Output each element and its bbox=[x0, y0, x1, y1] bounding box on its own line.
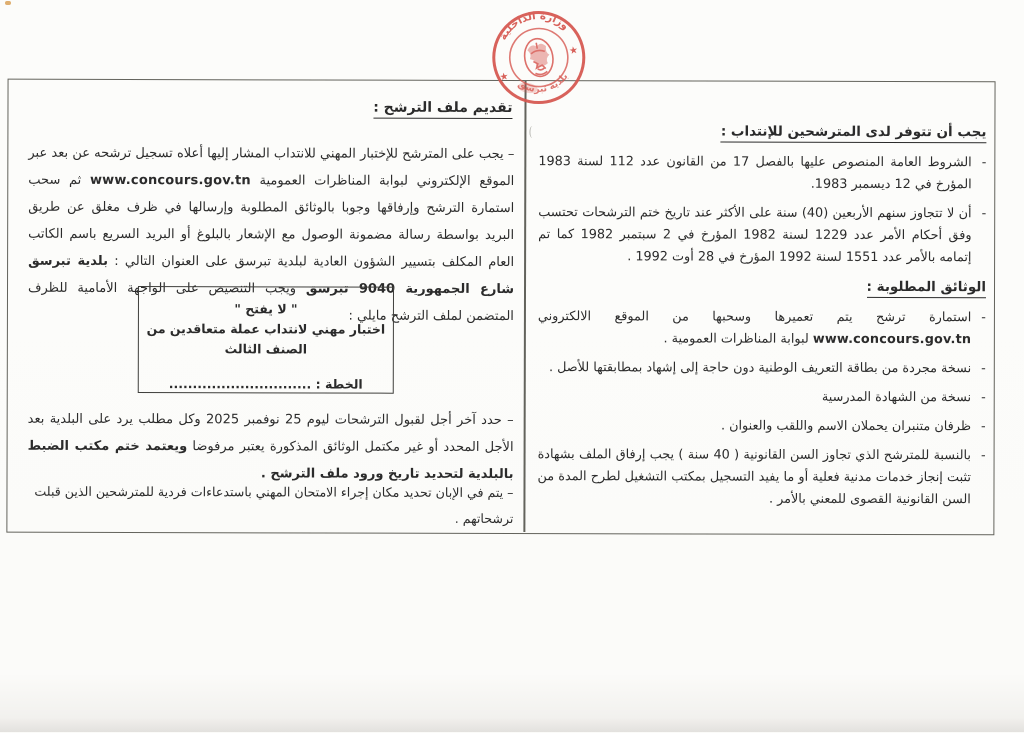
right-column bbox=[537, 120, 990, 518]
document-text-1 bbox=[538, 306, 971, 351]
documents-title-text: الوثائق المطلوبة : bbox=[867, 279, 987, 298]
municipality-address: بلدية تبرسق شارع الجمهورية 9040 تبرسق bbox=[28, 253, 515, 298]
condition-text-1: الشروط العامة المنصوص عليها بالفصل 17 من القانون عدد 112 لسنة 1983 المؤرخ في 12 ديسمبر 1983. bbox=[538, 154, 972, 193]
document-text-4: ظرفان متنبران يحملان الاسم واللقب والعنوان . bbox=[720, 418, 972, 435]
bullet-dash: - bbox=[981, 361, 986, 377]
envelope-notice-box bbox=[138, 286, 394, 394]
condition-text-2: أن لا تتجاوز سنهم الأربعين (40) سنة على الأكثر عند تاريخ ختم الترشحات تحتسب وفق أحكام الأمر عدد 1229 لسنة 1982 المؤرخ في 2 سبتمبر 1982 كما تم إتمامه بالأمر عدد 1551 لسنة 1992 المؤرخ في 28 أوت 1992 . bbox=[538, 205, 972, 266]
list-item-documents-5 bbox=[537, 444, 989, 511]
list-item-documents-2 bbox=[538, 357, 990, 380]
submission-text-1: – يجب على المترشح للإختبار المهني للانتداب المشار إليها أعلاه تسجيل ترشحه عن بعد عبر الموقع الإلكتروني لبوابة المناظرات العمومية bbox=[28, 145, 515, 190]
submission-text-2: ثم سحب استمارة الترشح وإرفاقها وجوبا بالوثائق المطلوبة وإرسالها في ظرف مغلق عن طريق البريد بواسطة رسالة مضمونة الوصول مع الإشعار بالبلوغ أو البريد السريع باسم الكاتب العام المكلف بتسيير الشؤون العادية لبلدية تبرسق على العنوان التالي : bbox=[28, 172, 515, 271]
notice-line-post: الخطة : .............................. bbox=[168, 376, 363, 392]
stamp-emblem bbox=[522, 36, 556, 78]
concours-url: www.concours.gov.tn bbox=[812, 331, 972, 348]
conditions-section-title bbox=[538, 120, 990, 143]
documents-section-title bbox=[538, 275, 990, 298]
list-item-conditions-2 bbox=[538, 202, 990, 269]
left-section-title bbox=[30, 99, 518, 116]
list-item-documents-3 bbox=[538, 386, 990, 409]
document-text-2: نسخة مجردة من بطاقة التعريف الوطنية دون حاجة إلى إشهاد بمطابقتها للأصل . bbox=[548, 360, 972, 377]
bullet-dash: - bbox=[981, 390, 986, 406]
bullet-dash: - bbox=[981, 419, 986, 435]
bullet-dash: - bbox=[981, 310, 986, 326]
exam-location-paragraph bbox=[27, 479, 513, 532]
stamp-bottom-arc-text: بلدية تبرسق bbox=[516, 71, 571, 95]
list-item-documents-1 bbox=[538, 306, 990, 351]
concours-url: www.concours.gov.tn bbox=[89, 172, 251, 189]
stamp-top-arc-text: وزارة الداخلية bbox=[496, 9, 572, 43]
left-section-title-text: تقديم ملف الترشح : bbox=[373, 100, 512, 119]
deadline-bold-text: ويعتمد ختم مكتب الضبط بالبلدية لتحديد تاريخ ورود ملف الترشح . bbox=[27, 438, 514, 483]
exam-location-text: – يتم في الإبان تحديد مكان إجراء الامتحان المهني باستدعاءات فردية للمترشحين الذين قبلت ترشحاتهم . bbox=[34, 483, 514, 527]
conditions-title-text: يجب أن تتوفر لدى المترشحين للإنتداب : bbox=[721, 124, 987, 144]
stamp-star-left-icon: ★ bbox=[498, 71, 510, 84]
document-text-5: بالنسبة للمترشح الذي تجاوز السن القانونية ( 40 سنة ) يجب إرفاق الملف بشهادة تثبت إنجاز خدمات مدنية فعلية أو ما يفيد التسجيل بمكتب التشغيل لطرح المدة من السن القانونية القصوى للمعني بالأمر . bbox=[537, 447, 971, 508]
document-text-3: نسخة من الشهادة المدرسية bbox=[821, 389, 972, 406]
scan-artifact-mark bbox=[529, 126, 535, 138]
deadline-text: – حدد آخر أجل لقبول الترشحات ليوم 25 نوفمبر 2025 وكل مطلب يرد على البلدية بعد الأجل المحدد أو غير مكتمل الوثائق المذكورة يعتبر مرفوضا bbox=[27, 411, 514, 456]
stamp-star-right-icon: ★ bbox=[568, 44, 580, 58]
bullet-dash: - bbox=[981, 206, 987, 222]
notice-line-do-not-open: " لا يفتح " bbox=[234, 301, 298, 317]
notice-line-exam-title: اختبار مهني لانتداب عملة متعاقدين من الصنف الثالث bbox=[146, 321, 386, 357]
deadline-paragraph bbox=[27, 406, 513, 488]
bullet-dash: - bbox=[981, 155, 987, 171]
submission-text-3: ويجب التنصيص على الواجهة الأمامية للظرف المتضمن لملف الترشح مايلي : bbox=[27, 280, 514, 325]
document-text-1-post: لبوابة المناظرات العمومية . bbox=[663, 331, 813, 347]
bullet-dash: - bbox=[980, 448, 986, 464]
document-text-1-pre: استمارة ترشح يتم تعميرها وسحبها من الموقع الالكتروني bbox=[537, 309, 972, 326]
ministry-round-stamp bbox=[481, 0, 597, 116]
list-item-documents-4 bbox=[538, 415, 990, 438]
list-item-conditions-1 bbox=[538, 151, 990, 196]
